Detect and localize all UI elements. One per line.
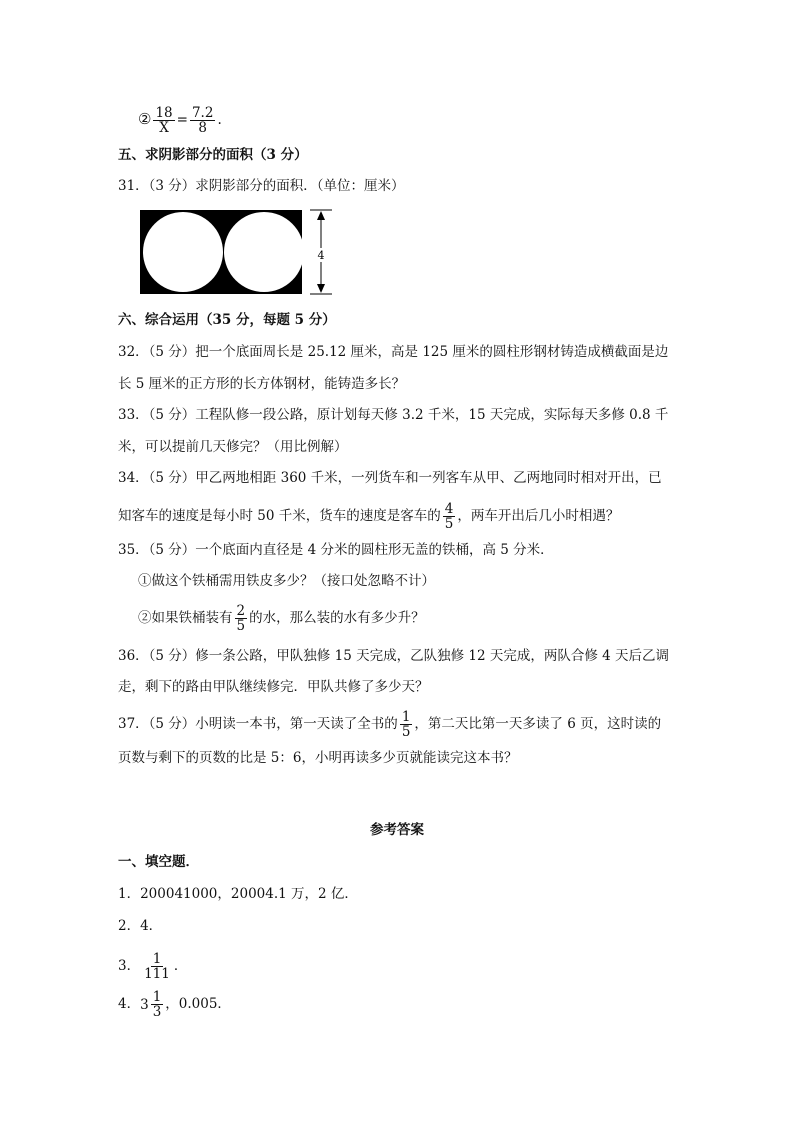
answer-4: 4． 3 $\frac{1}{3}$ ，0.005．: [118, 989, 231, 1020]
section-5-title: 五、求阴影部分的面积（3 分）: [118, 147, 308, 163]
dimension-label: 4: [317, 249, 325, 262]
question-35-line1: 35．（5 分）一个底面内直径是 4 分米的圆柱形无盖的铁桶，高 5 分米．: [118, 542, 554, 558]
question-33-line2: 米，可以提前几天修完？（用比例解）: [118, 439, 348, 455]
dim-arrow-down: [317, 284, 325, 293]
shaded-area-figure: [138, 208, 338, 300]
question-33-line1: 33．（5 分）工程队修一段公路，原计划每天修 3.2 千米，15 天完成，实际每天多修 0.8 千: [118, 407, 669, 423]
question-32-line1: 32．（5 分）把一个底面周长是 25.12 厘米，高是 125 厘米的圆柱形钢材铸造成横截面是边: [118, 344, 669, 360]
right-circle: [224, 212, 304, 292]
question-34-line1: 34．（5 分）甲乙两地相距 360 千米，一列货车和一列客车从甲、乙两地同时相对开出，已: [118, 470, 662, 486]
fraction-lhs: $\frac{18}{X}$: [155, 105, 173, 136]
answer-2: 2．4．: [118, 918, 163, 934]
fraction-1-5: $\frac{1}{5}$: [401, 709, 411, 740]
question-36-line2: 走，剩下的路由甲队继续修完．甲队共修了多少天？: [118, 679, 429, 695]
mixed-number: 3 $\frac{1}{3}$: [140, 989, 162, 1020]
question-37-line2: 页数与剩下的页数的比是 5：6，小明再读多少页就能读完这本书？: [118, 750, 518, 766]
question-36-line1: 36．（5 分）修一条公路，甲队独修 15 天完成，乙队独修 12 天完成，两队合修 4 天后乙调: [118, 648, 670, 664]
fraction-4-5: $\frac{4}{5}$: [444, 501, 454, 532]
equation-2: ② $\frac{18}{X}$ = $\frac{7.2}{8}$ .: [138, 105, 222, 136]
fraction-1-111: $\frac{1}{111}$: [144, 951, 170, 982]
question-37-line1: 37．（5 分）小明读一本书，第一天读了全书的 $\frac{1}{5}$ ，第二天比第一天多读了 6 页，这时读的: [118, 709, 662, 740]
question-35-sub1: ①做这个铁桶需用铁皮多少？（接口处忽略不计）: [138, 573, 435, 589]
answers-title: 参考答案: [370, 822, 424, 838]
fraction-2-5: $\frac{2}{5}$: [236, 603, 246, 634]
question-35-sub2: ②如果铁桶装有 $\frac{2}{5}$ 的水，那么装的水有多少升？: [138, 603, 425, 634]
dim-arrow-up: [317, 211, 325, 220]
circled-number-2: ②: [138, 110, 152, 128]
answers-section-1: 一、填空题．: [118, 854, 199, 870]
question-31: 31．（3 分）求阴影部分的面积．（单位：厘米）: [118, 178, 405, 194]
question-34-line2: 知客车的速度是每小时 50 千米，货车的速度是客车的 $\frac{4}{5}$ ，两车开出后几小时相遇？: [118, 501, 620, 532]
section-6-title: 六、综合运用（35 分，每题 5 分）: [118, 312, 336, 328]
left-circle: [143, 212, 223, 292]
fraction-rhs: $\frac{7.2}{8}$: [191, 105, 214, 136]
answer-1: 1．200041000，20004.1 万，2 亿．: [118, 886, 358, 902]
answer-3: 3． $\frac{1}{111}$ ．: [118, 951, 188, 982]
question-32-line2: 长 5 厘米的正方形的长方体钢材，能铸造多长？: [118, 376, 406, 392]
